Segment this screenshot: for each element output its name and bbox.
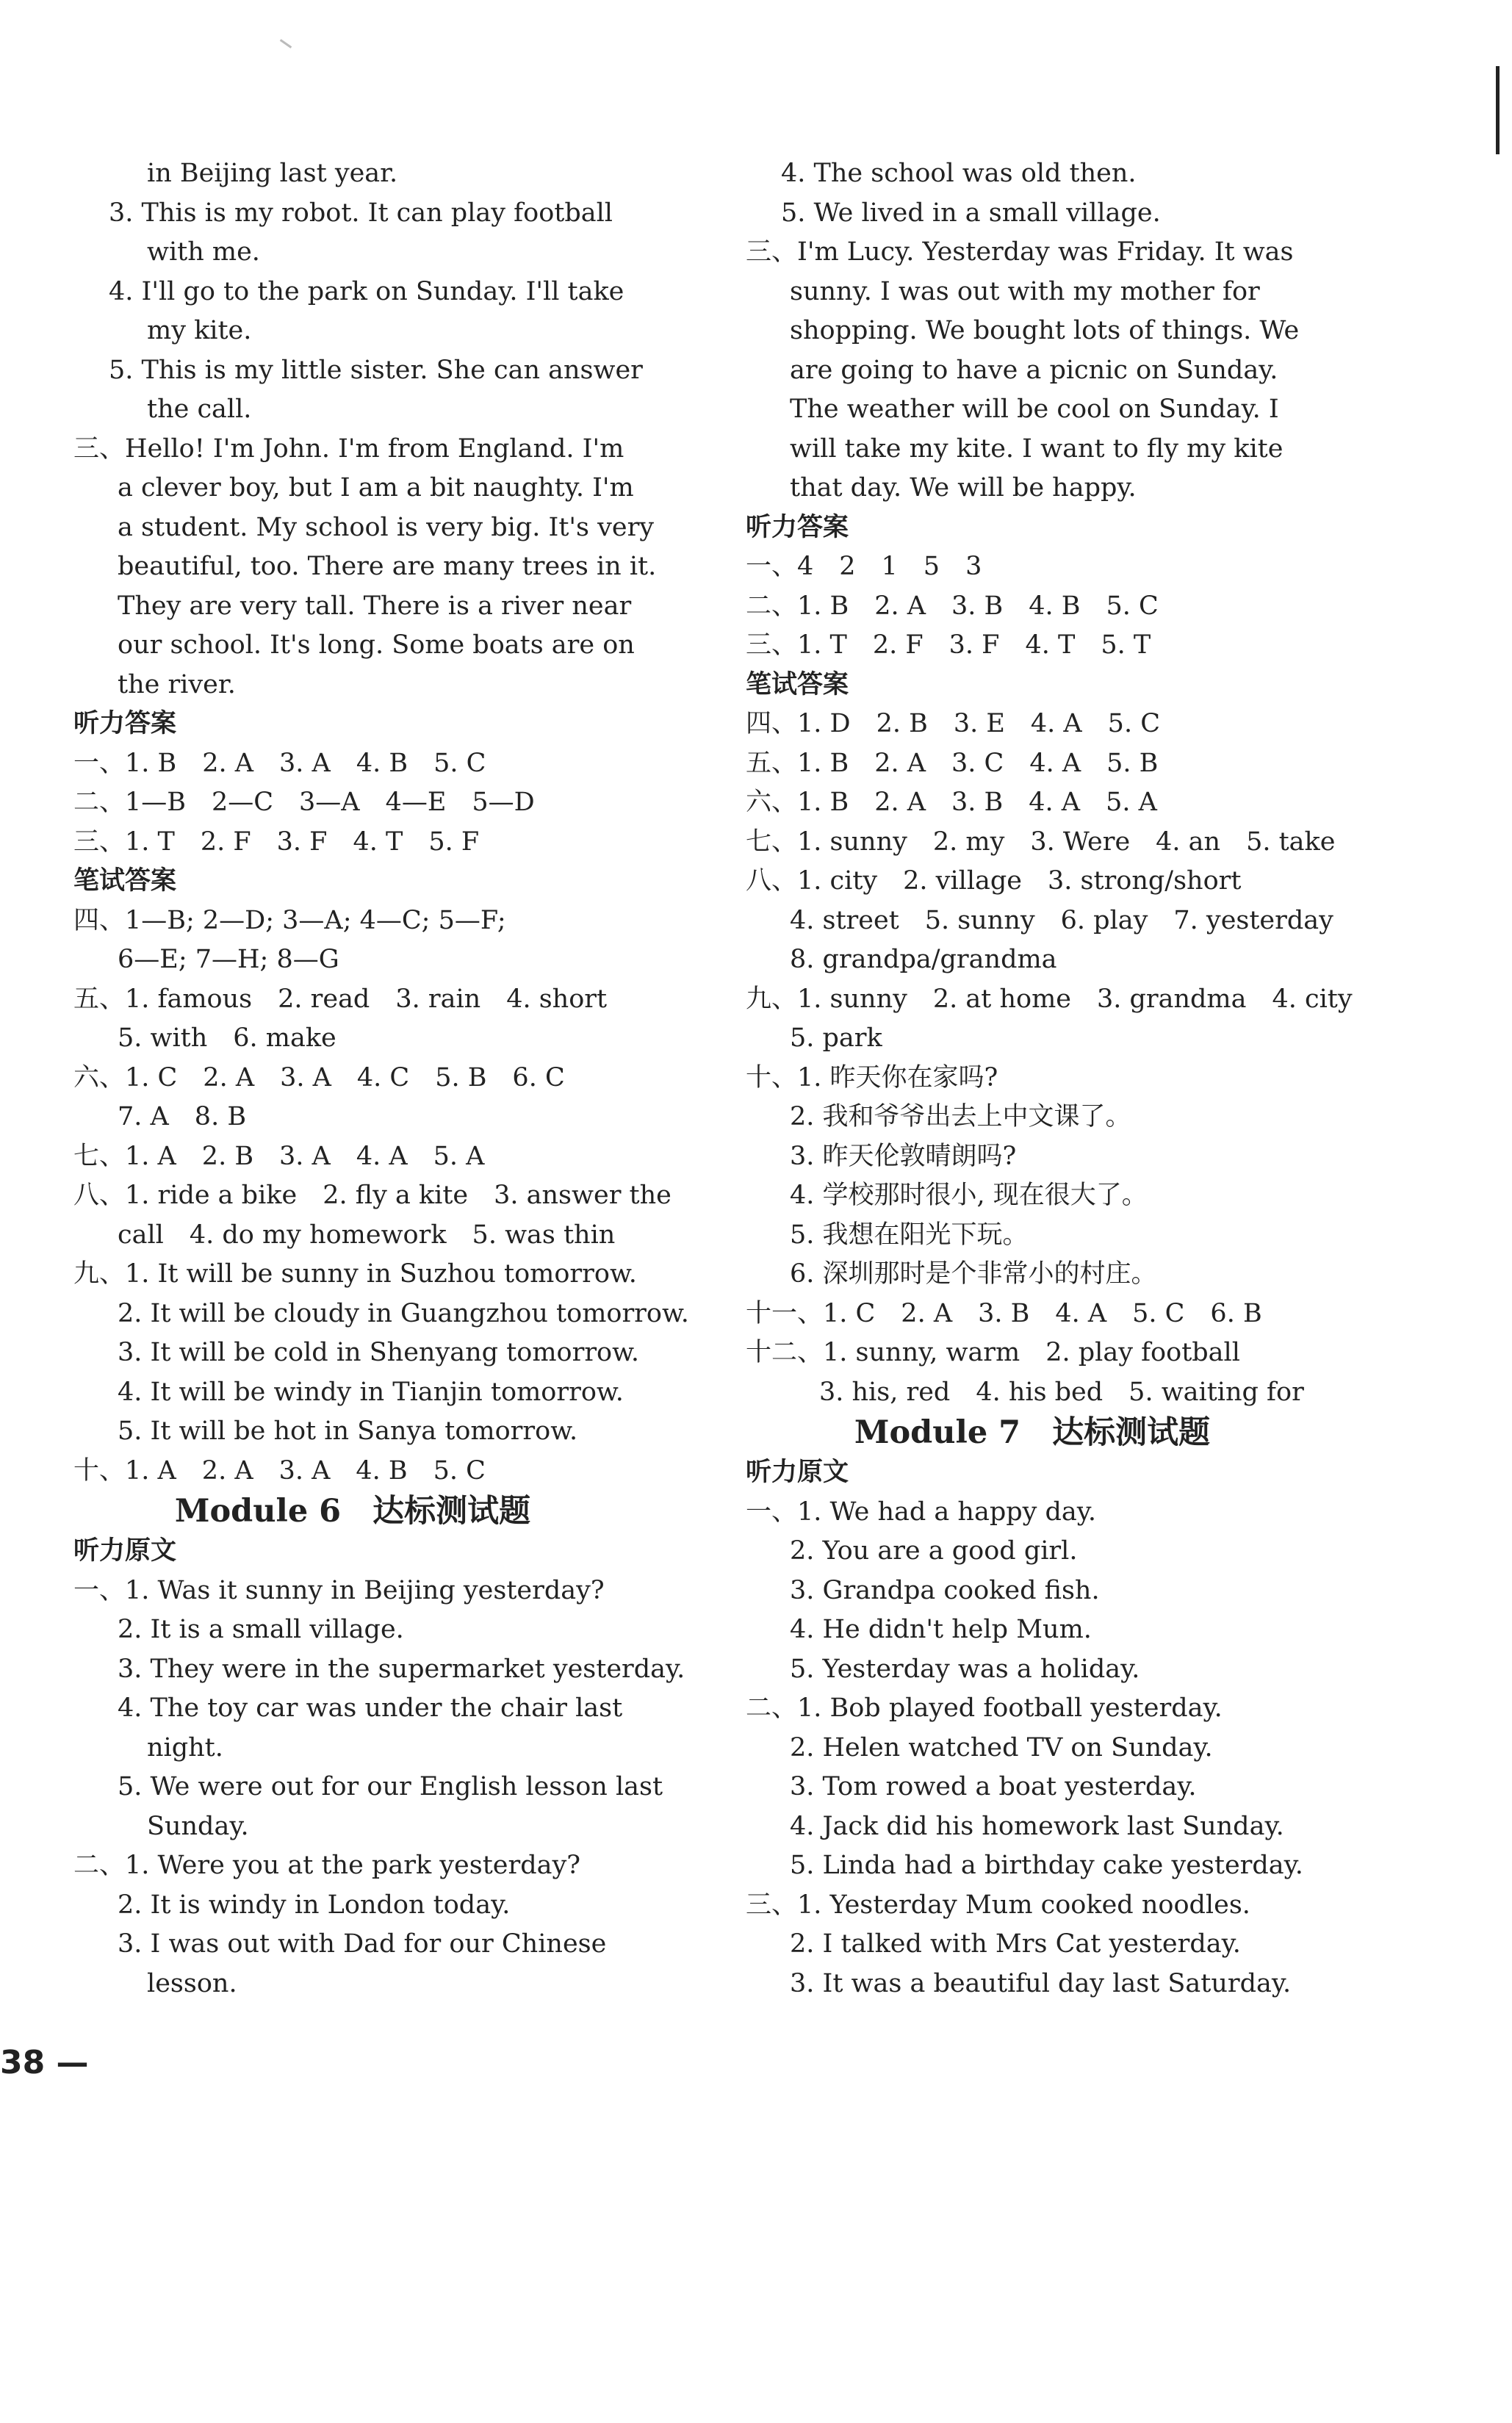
text-line: sunny. I was out with my mother for (790, 276, 1260, 306)
text-line: the river. (118, 669, 236, 699)
text-line: 三、Hello! I'm John. I'm from England. I'm (73, 433, 624, 464)
text-line: with me. (147, 237, 260, 267)
text-line: 4. street 5. sunny 6. play 7. yesterday (790, 905, 1333, 935)
section-heading: 听力答案 (73, 709, 177, 738)
text-line: our school. It's long. Some boats are on (118, 630, 635, 660)
text-line: 六、1. C 2. A 3. A 4. C 5. B 6. C (73, 1062, 565, 1092)
text-line: 十、1. 昨天你在家吗? (746, 1062, 998, 1092)
text-line: 3. I was out with Dad for our Chinese (118, 1929, 607, 1959)
text-line: 5. with 6. make (118, 1023, 336, 1053)
text-line: 三、I'm Lucy. Yesterday was Friday. It was (746, 237, 1294, 267)
text-line: 二、1. B 2. A 3. B 4. B 5. C (746, 591, 1159, 621)
text-line: 十、1. A 2. A 3. A 4. B 5. C (73, 1455, 486, 1486)
text-line: 四、1. D 2. B 3. E 4. A 5. C (746, 709, 1160, 738)
text-line: 一、4 2 1 5 3 (746, 552, 982, 581)
text-line: that day. We will be happy. (790, 473, 1137, 503)
text-line: are going to have a picnic on Sunday. (790, 355, 1278, 385)
text-line: 3. It was a beautiful day last Saturday. (790, 1968, 1292, 1998)
text-line: 二、1. Bob played football yesterday. (746, 1693, 1223, 1723)
text-line: 四、1—B; 2—D; 3—A; 4—C; 5—F; (73, 905, 506, 935)
text-line: 2. You are a good girl. (790, 1536, 1078, 1566)
page-number: 38 — (0, 2044, 89, 2081)
text-line: 7. A 8. B (118, 1102, 247, 1131)
text-line: my kite. (147, 316, 252, 345)
text-line: 5. This is my little sister. She can answer (109, 355, 643, 385)
text-line: 三、1. T 2. F 3. F 4. T 5. F (73, 827, 480, 857)
page-edge-mark (1496, 66, 1500, 154)
text-line: 4. The toy car was under the chair last (118, 1693, 623, 1723)
text-line: 九、1. sunny 2. at home 3. grandma 4. city (746, 984, 1353, 1014)
text-line: call 4. do my homework 5. was thin (118, 1220, 616, 1250)
text-line: 3. his, red 4. his bed 5. waiting for (819, 1377, 1304, 1407)
text-line: 三、1. T 2. F 3. F 4. T 5. T (746, 630, 1151, 660)
text-line: 一、1. Was it sunny in Beijing yesterday? (73, 1575, 605, 1605)
text-line: Sunday. (147, 1811, 249, 1841)
text-line: 5. Yesterday was a holiday. (790, 1654, 1140, 1684)
text-line: 5. 我想在阳光下玩。 (790, 1220, 1029, 1250)
text-line: a clever boy, but I am a bit naughty. I'm (118, 473, 634, 503)
text-line: a student. My school is very big. It's very (118, 512, 655, 542)
module-title: Module 7 达标测试题 (854, 1414, 1211, 1451)
section-heading: 听力原文 (746, 1458, 849, 1487)
right-column (746, 154, 1353, 2003)
text-line: 5. We lived in a small village. (781, 198, 1161, 228)
text-line: shopping. We bought lots of things. We (790, 316, 1300, 345)
text-line: 3. Tom rowed a boat yesterday. (790, 1772, 1197, 1801)
text-line: 十一、1. C 2. A 3. B 4. A 5. C 6. B (746, 1298, 1262, 1328)
text-line: in Beijing last year. (147, 159, 398, 188)
text-line: 九、1. It will be sunny in Suzhou tomorrow. (73, 1259, 637, 1289)
text-line: 4. 学校那时很小, 现在很大了。 (790, 1181, 1148, 1210)
text-line: They are very tall. There is a river near (118, 591, 632, 621)
text-line: beautiful, too. There are many trees in it. (118, 552, 657, 581)
text-line: 2. 我和爷爷出去上中文课了。 (790, 1102, 1131, 1131)
section-heading: 听力答案 (746, 512, 849, 542)
text-line: 一、1. B 2. A 3. A 4. B 5. C (73, 748, 486, 778)
text-line: night. (147, 1732, 223, 1763)
text-line: 5. park (790, 1023, 882, 1053)
text-line: will take my kite. I want to fly my kite (790, 433, 1284, 464)
text-line: 4. It will be windy in Tianjin tomorrow. (118, 1377, 624, 1407)
text-line: 8. grandpa/grandma (790, 945, 1057, 974)
module-title: Module 6 达标测试题 (174, 1493, 531, 1530)
text-line: 2. I talked with Mrs Cat yesterday. (790, 1929, 1241, 1959)
text-line: 6. 深圳那时是个非常小的村庄。 (790, 1259, 1157, 1289)
text-line: 3. 昨天伦敦晴朗吗? (790, 1141, 1017, 1171)
text-line: 3. This is my robot. It can play football (109, 198, 613, 228)
text-line: 三、1. Yesterday Mum cooked noodles. (746, 1890, 1250, 1920)
text-line: 3. Grandpa cooked fish. (790, 1575, 1100, 1605)
text-line: 4. Jack did his homework last Sunday. (790, 1811, 1284, 1841)
text-line: 2. It is windy in London today. (118, 1890, 511, 1920)
text-line: 3. It will be cold in Shenyang tomorrow. (118, 1338, 640, 1367)
text-line: 4. He didn't help Mum. (790, 1615, 1092, 1644)
section-heading: 听力原文 (73, 1536, 177, 1566)
text-line: 二、1—B 2—C 3—A 4—E 5—D (73, 788, 535, 817)
text-line: 八、1. city 2. village 3. strong/short (746, 866, 1242, 896)
text-line: 2. Helen watched TV on Sunday. (790, 1732, 1213, 1763)
scan-speck (280, 39, 292, 48)
text-line: 五、1. B 2. A 3. C 4. A 5. B (746, 748, 1159, 778)
text-line: 4. The school was old then. (781, 159, 1137, 188)
text-line: 十二、1. sunny, warm 2. play football (746, 1338, 1240, 1367)
text-line: The weather will be cool on Sunday. I (790, 395, 1279, 424)
text-line: lesson. (147, 1968, 237, 1998)
text-line: 七、1. A 2. B 3. A 4. A 5. A (73, 1141, 485, 1171)
text-line: 二、1. Were you at the park yesterday? (73, 1851, 581, 1880)
text-line: 六、1. B 2. A 3. B 4. A 5. A (746, 788, 1157, 817)
text-line: 五、1. famous 2. read 3. rain 4. short (73, 984, 608, 1014)
text-line: 4. I'll go to the park on Sunday. I'll take (109, 276, 624, 306)
text-line: 2. It will be cloudy in Guangzhou tomorrow. (118, 1298, 689, 1328)
text-line: 5. We were out for our English lesson last (118, 1772, 663, 1801)
text-line: 5. Linda had a birthday cake yesterday. (790, 1851, 1303, 1880)
left-column (73, 154, 689, 2003)
text-line: 一、1. We had a happy day. (746, 1497, 1097, 1527)
text-line: the call. (147, 395, 252, 424)
section-heading: 笔试答案 (73, 866, 177, 896)
section-heading: 笔试答案 (746, 669, 849, 699)
text-line: 6—E; 7—H; 8—G (118, 945, 339, 974)
text-line: 2. It is a small village. (118, 1615, 404, 1644)
text-line: 八、1. ride a bike 2. fly a kite 3. answer the (73, 1181, 672, 1210)
text-line: 5. It will be hot in Sanya tomorrow. (118, 1416, 578, 1446)
text-line: 3. They were in the supermarket yesterday. (118, 1654, 685, 1684)
text-line: 七、1. sunny 2. my 3. Were 4. an 5. take (746, 827, 1336, 857)
